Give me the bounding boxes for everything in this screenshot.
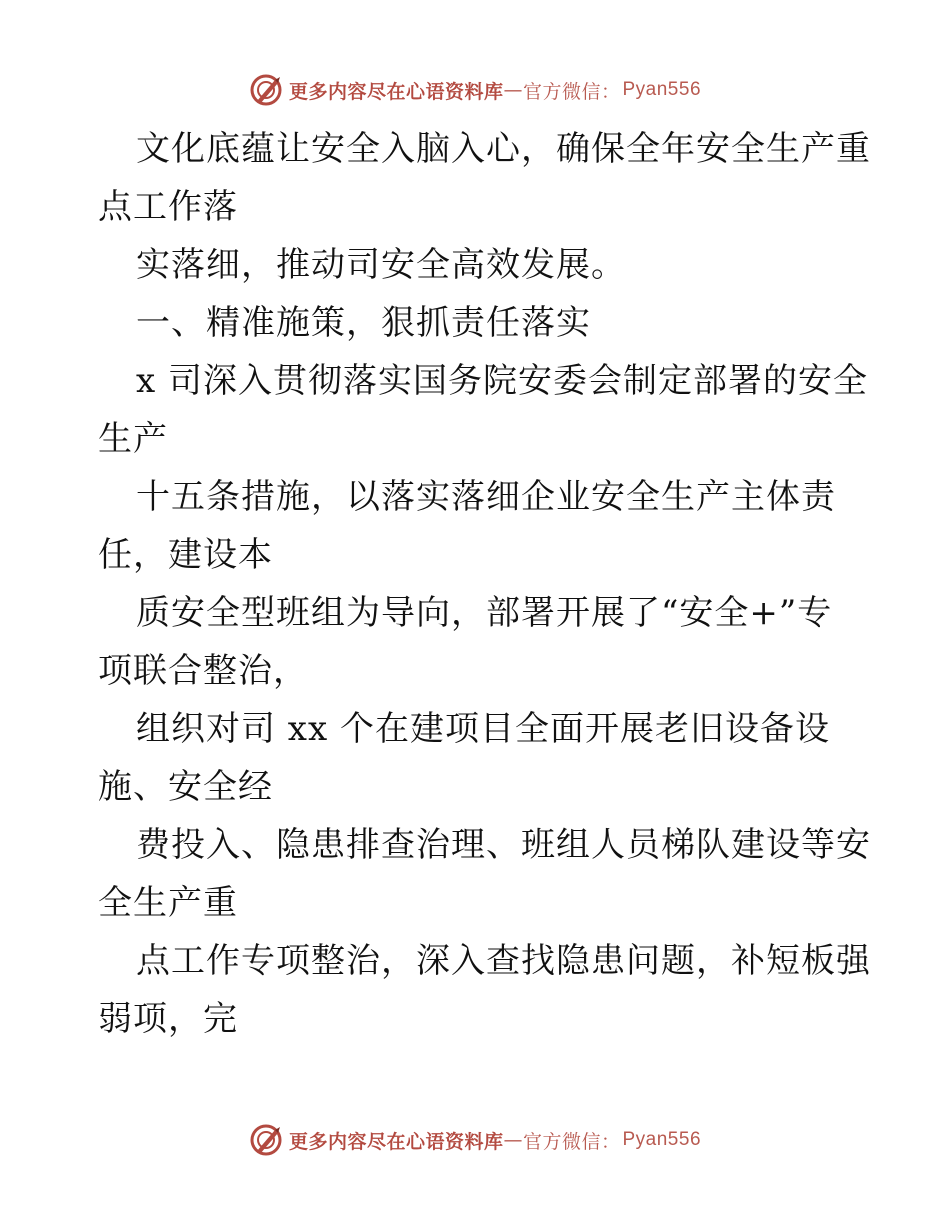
watermark-contact-label: 官方微信： — [522, 1130, 621, 1153]
body-line: 文化底蕴让安全入脑入心，确保全年安全生产重 — [136, 129, 871, 169]
watermark-brand: 更多内容尽在心语资料库 — [288, 1130, 504, 1153]
body-line: 点工作专项整治，深入查找隐患问题，补短板强 — [136, 941, 871, 981]
body-line: 项联合整治， — [98, 651, 308, 691]
body-line: 全生产重 — [98, 883, 238, 923]
body-line: 弱项，完 — [98, 999, 238, 1039]
watermark-wechat-id: Pyan556 — [622, 1129, 702, 1150]
body-line: 十五条措施，以落实落细企业安全生产主体责 — [136, 477, 836, 517]
watermark-separator: — — [503, 79, 523, 101]
body-line: 施、安全经 — [98, 767, 273, 807]
watermark-separator: — — [503, 1129, 523, 1151]
watermark-wechat-id: Pyan556 — [622, 79, 702, 100]
body-line: x 司深入贯彻落实国务院安委会制定部署的安全 — [136, 361, 868, 401]
section-heading: 一、精准施策，狠抓责任落实 — [136, 303, 591, 343]
body-line: 费投入、隐患排查治理、班组人员梯队建设等安 — [136, 825, 871, 865]
body-line: 实落细，推动司安全高效发展。 — [136, 245, 626, 285]
watermark-brand: 更多内容尽在心语资料库 — [288, 80, 504, 103]
watermark-contact-label: 官方微信： — [522, 80, 621, 103]
header-watermark — [0, 70, 950, 110]
document-body — [98, 120, 871, 1048]
pen-logo-icon — [249, 1123, 283, 1157]
pen-logo-icon — [249, 73, 283, 107]
body-line: 点工作落 — [98, 187, 238, 227]
footer-watermark — [0, 1120, 950, 1160]
body-line: 质安全型班组为导向，部署开展了“安全+”专 — [136, 593, 833, 633]
body-line: 任，建设本 — [98, 535, 273, 575]
body-line: 组织对司 xx 个在建项目全面开展老旧设备设 — [136, 709, 830, 749]
body-line: 生产 — [98, 419, 168, 459]
